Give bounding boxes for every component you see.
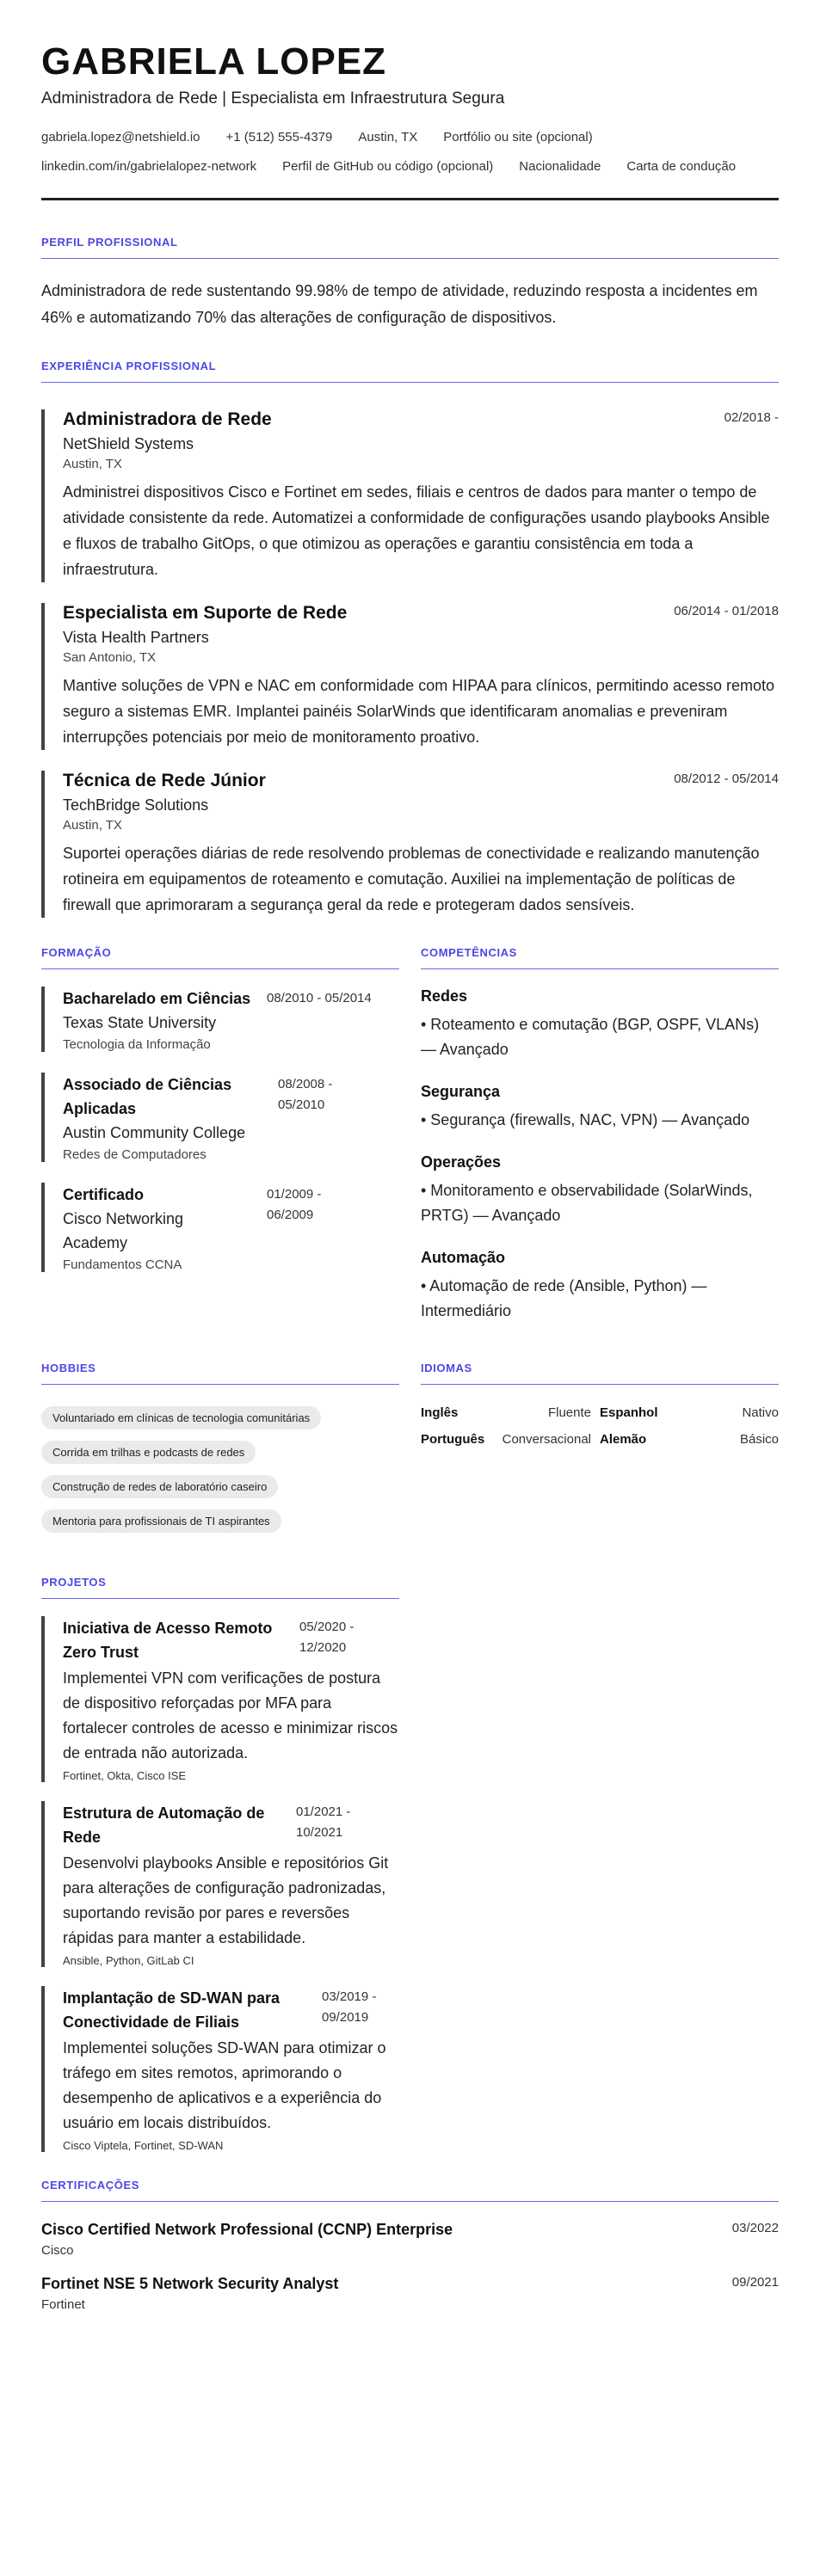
job-description: Suportei operações diárias de rede resolvendo problemas de conectividade e realizando manutenção rotineira em equipamentos de roteamento e comutação. Auxiliei na implementação de políticas de firewall que aprimoraram a segurança geral da rede e protegeram dados sensíveis. — [63, 845, 760, 913]
hobby-tag: Corrida em trilhas e podcasts de redes — [41, 1441, 256, 1464]
skill-group — [421, 1249, 779, 1324]
education-field: Redes de Computadores — [63, 1147, 207, 1162]
contact-location: Austin, TX — [358, 130, 418, 144]
summary-text: Administradora de rede sustentando 99.98% de tempo de atividade, reduzindo resposta a incidentes em 46% e automatizando 70% das alterações de configuração de dispositivos. — [41, 282, 758, 326]
language-level: Nativo — [742, 1405, 779, 1420]
skill-group-name: Segurança — [421, 1083, 501, 1100]
languages-heading: IDIOMAS — [421, 1362, 779, 1385]
skill-group — [421, 1153, 779, 1228]
skill-item: • Monitoramento e observabilidade (SolarWinds, PRTG) — Avançado — [421, 1182, 753, 1224]
education-degree: Associado de Ciências Aplicadas — [63, 1076, 232, 1117]
education-degree: Certificado — [63, 1186, 145, 1203]
contact-portfolio[interactable]: Portfólio ou site (opcional) — [443, 130, 593, 144]
skills-heading: COMPETÊNCIAS — [421, 946, 779, 969]
education-entry — [41, 1073, 399, 1162]
project-dates: 03/2019 - 09/2019 — [322, 1989, 377, 2025]
skill-group-name: Redes — [421, 987, 468, 1005]
job-role: Administradora de Rede — [63, 409, 272, 429]
education-dates: 08/2008 - 05/2010 — [278, 1077, 333, 1112]
education-dates: 08/2010 - 05/2014 — [267, 991, 372, 1005]
education-column — [41, 946, 399, 1324]
language-list — [421, 1405, 779, 1447]
hobbies-languages-row — [41, 1362, 779, 1544]
experience-heading: EXPERIÊNCIA PROFISSIONAL — [41, 360, 779, 383]
job-dates: 02/2018 - — [724, 410, 779, 425]
language-name: Português — [421, 1432, 485, 1447]
language-item — [421, 1405, 600, 1420]
hobby-tag: Construção de redes de laboratório caseiro — [41, 1475, 278, 1498]
language-name: Espanhol — [600, 1405, 658, 1420]
language-item — [600, 1432, 779, 1447]
project-entry — [41, 1986, 399, 2152]
education-entry — [41, 1183, 399, 1272]
skill-group — [421, 1083, 779, 1133]
skill-item: • Roteamento e comutação (BGP, OSPF, VLANs) — Avançado — [421, 1016, 760, 1058]
language-level: Básico — [739, 1432, 779, 1447]
education-field: Fundamentos CCNA — [63, 1257, 182, 1272]
education-heading: FORMAÇÃO — [41, 946, 399, 969]
project-name: Iniciativa de Acesso Remoto Zero Trust — [63, 1620, 273, 1661]
job-dates: 06/2014 - 01/2018 — [674, 604, 779, 618]
education-skills-row — [41, 946, 779, 1324]
hobby-tag: Mentoria para profissionais de TI aspirantes — [41, 1509, 281, 1533]
contact-github[interactable]: Perfil de GitHub ou código (opcional) — [282, 159, 494, 174]
job-company: Vista Health Partners — [63, 629, 209, 646]
job-role: Técnica de Rede Júnior — [63, 771, 266, 790]
language-item — [421, 1432, 600, 1447]
hobby-tag-list — [41, 1406, 399, 1544]
skill-group-name: Operações — [421, 1153, 502, 1171]
project-dates: 01/2021 - 10/2021 — [296, 1804, 351, 1840]
job-role: Especialista em Suporte de Rede — [63, 603, 348, 623]
header-divider — [41, 198, 779, 200]
certification-name: Fortinet NSE 5 Network Security Analyst — [41, 2275, 339, 2292]
project-technologies: Fortinet, Okta, Cisco ISE — [63, 1769, 187, 1782]
project-name: Implantação de SD-WAN para Conectividade de Filiais — [63, 1989, 281, 2031]
education-degree: Bacharelado em Ciências — [63, 990, 251, 1007]
hobbies-column — [41, 1362, 399, 1544]
contact-email[interactable]: gabriela.lopez@netshield.io — [41, 130, 200, 144]
certification-entry — [41, 2221, 779, 2258]
education-school: Cisco Networking Academy — [63, 1210, 184, 1251]
skill-group-name: Automação — [421, 1249, 506, 1266]
job-description: Administrei dispositivos Cisco e Fortinet em sedes, filiais e centros de dados para manter o tempo de atividade consistente da rede. Automatizei a conformidade de configurações usando playbooks Ansible e fluxos de trabalho GitOps, o que otimizou as operações e garantiu consistência em toda a infraestrutura. — [63, 483, 770, 578]
project-technologies: Cisco Viptela, Fortinet, SD-WAN — [63, 2139, 224, 2152]
job-company: TechBridge Solutions — [63, 796, 209, 814]
job-entry — [41, 771, 779, 918]
certification-name: Cisco Certified Network Professional (CCNP) Enterprise — [41, 2221, 453, 2238]
skills-column — [421, 946, 779, 1324]
job-entry — [41, 603, 779, 750]
candidate-title: Administradora de Rede | Especialista em Infraestrutura Segura — [41, 89, 505, 108]
job-dates: 08/2012 - 05/2014 — [674, 772, 779, 786]
project-name: Estrutura de Automação de Rede — [63, 1804, 265, 1846]
certification-issuer: Fortinet — [41, 2297, 85, 2312]
skill-item: • Automação de rede (Ansible, Python) — Intermediário — [421, 1277, 707, 1319]
contact-driving-license: Carta de condução — [626, 159, 737, 174]
education-field: Tecnologia da Informação — [63, 1037, 211, 1052]
project-entry — [41, 1616, 399, 1782]
language-level: Fluente — [547, 1405, 591, 1420]
summary-heading: PERFIL PROFISSIONAL — [41, 236, 779, 259]
certification-issuer: Cisco — [41, 2243, 74, 2258]
skill-item: • Segurança (firewalls, NAC, VPN) — Avançado — [421, 1111, 750, 1128]
skill-group — [421, 987, 779, 1062]
resume-header — [41, 40, 779, 200]
languages-column — [421, 1362, 779, 1544]
hobby-tag: Voluntariado em clínicas de tecnologia comunitárias — [41, 1406, 321, 1429]
job-location: Austin, TX — [63, 818, 122, 833]
project-dates: 05/2020 - 12/2020 — [299, 1620, 355, 1655]
job-entry — [41, 409, 779, 582]
contact-nationality: Nacionalidade — [519, 159, 601, 174]
language-name: Alemão — [600, 1432, 647, 1447]
certification-date: 09/2021 — [731, 2275, 779, 2290]
education-school: Texas State University — [63, 1014, 217, 1031]
project-entry — [41, 1801, 399, 1967]
education-dates: 01/2009 - 06/2009 — [267, 1187, 322, 1222]
projects-heading: PROJETOS — [41, 1576, 399, 1599]
certifications-heading: CERTIFICAÇÕES — [41, 2179, 779, 2202]
projects-section — [41, 1576, 399, 2152]
certification-entry — [41, 2275, 779, 2312]
hobbies-heading: HOBBIES — [41, 1362, 399, 1385]
contact-phone[interactable]: +1 (512) 555-4379 — [225, 130, 333, 144]
job-location: San Antonio, TX — [63, 650, 157, 665]
certification-date: 03/2022 — [731, 2221, 779, 2235]
language-name: Inglês — [421, 1405, 459, 1420]
language-level: Conversacional — [502, 1432, 591, 1447]
job-company: NetShield Systems — [63, 435, 194, 452]
language-item — [600, 1405, 779, 1420]
contact-list — [41, 129, 779, 175]
project-description: Implementei soluções SD-WAN para otimizar o tráfego em sites remotos, aprimorando o desempenho de aplicativos e a experiência do usuário em locais distribuídos. — [63, 2039, 386, 2131]
contact-linkedin[interactable]: linkedin.com/in/gabrielalopez-network — [41, 159, 257, 174]
candidate-name: GABRIELA LOPEZ — [41, 40, 387, 83]
project-description: Implementei VPN com verificações de postura de dispositivo reforçadas por MFA para fortalecer controles de acesso e minimizar riscos de entrada não autorizada. — [63, 1669, 398, 1761]
project-description: Desenvolvi playbooks Ansible e repositórios Git para alterações de configuração padronizadas, suportando revisão por pares e reversões rápidas para manter a estabilidade. — [63, 1854, 389, 1946]
education-entry — [41, 987, 399, 1052]
project-technologies: Ansible, Python, GitLab CI — [63, 1954, 194, 1967]
job-location: Austin, TX — [63, 457, 122, 471]
job-description: Mantive soluções de VPN e NAC em conformidade com HIPAA para clínicos, permitindo acesso remoto seguro a sistemas EMR. Implantei painéis SolarWinds que identificaram anomalias e preveniram interrupções potenciais por meio de monitoramento proativo. — [63, 677, 775, 746]
education-school: Austin Community College — [63, 1124, 246, 1141]
